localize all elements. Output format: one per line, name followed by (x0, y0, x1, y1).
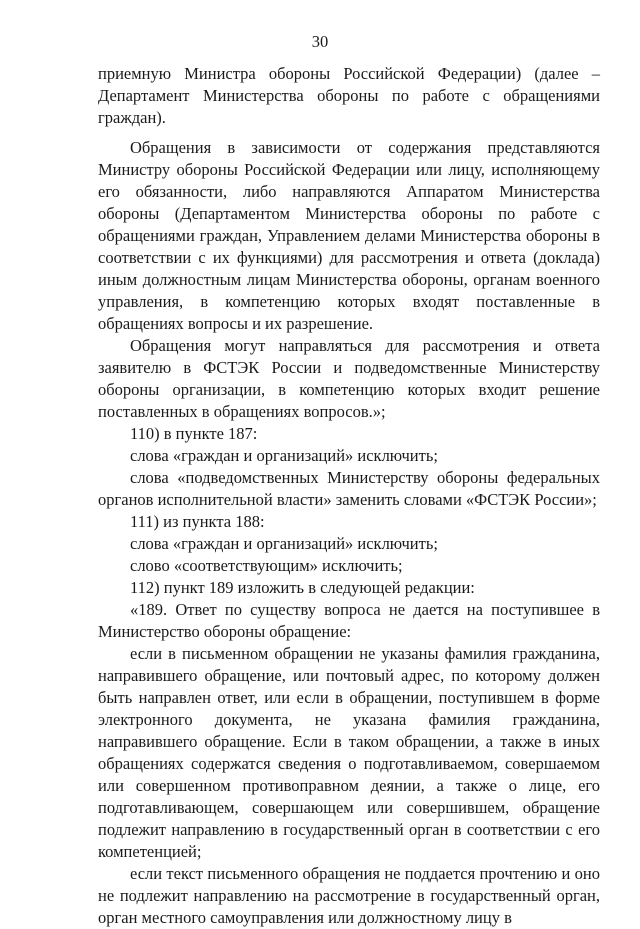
page-number: 30 (311, 32, 329, 51)
item-111-heading: 111) из пункта 188: (130, 512, 265, 531)
item-189-intro: «189. Ответ по существу вопроса не дается на поступившее в Министерство обороны обращение: (98, 600, 600, 641)
item-111-line-1: слова «граждан и организаций» исключить; (130, 534, 438, 553)
item-110-line-1: слова «граждан и организаций» исключить; (130, 446, 438, 465)
document-body (98, 63, 600, 929)
item-189-case-1: если в письменном обращении не указаны фамилия гражданина, направившего обращение, или почтовый адрес, по которому должен быть направлен ответ, или если в обращении, поступившем в форме электронного документа, не указана фамилия гражданина, направившего обращение. Если в таком обращении, а также в иных обращениях содержатся сведения о подготавливаемом, совершаемом или совершенном противоправном деянии, а также о лице, его подготавливающем, совершающем или совершившем, обращение подлежит направлению в государственный орган в соответствии с его компетенцией; (98, 644, 600, 861)
paragraph-appeals-fstek: Обращения могут направляться для рассмотрения и ответа заявителю в ФСТЭК России и подведомственные Министерству обороны организации, в компетенцию которых входит решение поставленных в обращениях вопросов.»; (98, 336, 600, 421)
item-111-line-2: слово «соответствующим» исключить; (130, 556, 403, 575)
item-189-case-2: если текст письменного обращения не поддается прочтению и оно не подлежит направлению на рассмотрение в государственный орган, орган местного самоуправления или должностному лицу в (98, 864, 600, 927)
paragraph-continuation: приемную Министра обороны Российской Федерации) (далее – Департамент Министерства обороны по работе с обращениями граждан). (98, 64, 600, 127)
paragraph-appeals-presented: Обращения в зависимости от содержания представляются Министру обороны Российской Федерации или лицу, исполняющему его обязанности, либо направляются Аппаратом Министерства обороны (Департаментом Министерства обороны по работе с обращениями граждан, Управлением делами Министерства обороны в соответствии с их функциями) для рассмотрения и ответа (доклада) иным должностным лицам Министерства обороны, органам военного управления, в компетенцию которых входят поставленные в обращениях вопросы и их разрешение. (98, 138, 600, 333)
item-110-heading: 110) в пункте 187: (130, 424, 258, 443)
item-112-heading: 112) пункт 189 изложить в следующей редакции: (130, 578, 475, 597)
item-110-line-2: слова «подведомственных Министерству обороны федеральных органов исполнительной власти» заменить словами «ФСТЭК России»; (98, 468, 600, 509)
